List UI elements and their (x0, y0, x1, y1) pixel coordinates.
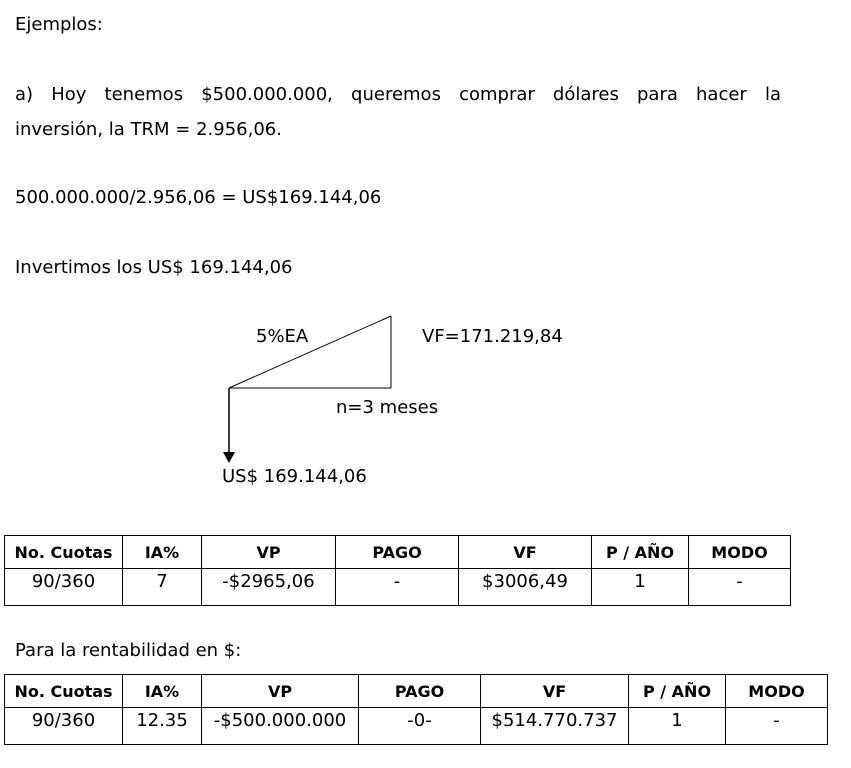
rentabilidad-label: Para la rentabilidad en $: (15, 640, 242, 661)
table-1-cell: 90/360 (5, 569, 123, 606)
calculation-line: 500.000.000/2.956,06 = US$169.144,06 (15, 187, 382, 208)
paragraph-a-line1: a) Hoy tenemos $500.000.000, queremos comprar dólares para hacer la (15, 84, 781, 105)
table-row (5, 569, 791, 606)
diagram-arrowhead (223, 452, 235, 463)
table-1-cell: 7 (123, 569, 202, 606)
table-1 (4, 535, 791, 606)
table-2-cell: 90/360 (5, 708, 123, 745)
investment-line: Invertimos los US$ 169.144,06 (15, 257, 293, 278)
future-value-label: VF=171.219,84 (422, 326, 563, 347)
table-2-cell: -$500.000.000 (202, 708, 359, 745)
rate-label: 5%EA (256, 326, 309, 347)
table-1-header-cell: PAGO (336, 536, 459, 569)
period-label: n=3 meses (336, 397, 439, 418)
table-2-cell: - (726, 708, 828, 745)
table-2-cell: 12.35 (123, 708, 202, 745)
diagram-slope-line (229, 316, 391, 388)
table-2-header-cell: VF (481, 675, 629, 708)
table-1-header-cell: VP (202, 536, 336, 569)
table-2-header-cell: VP (202, 675, 359, 708)
table-1-cell: $3006,49 (459, 569, 592, 606)
table-2-header-cell: MODO (726, 675, 828, 708)
table-1-header-cell: P / AÑO (592, 536, 689, 569)
table-row (5, 708, 828, 745)
heading: Ejemplos: (15, 14, 103, 35)
table-1-header-cell: IA% (123, 536, 202, 569)
table-2-cell: $514.770.737 (481, 708, 629, 745)
table-1-header-cell: MODO (689, 536, 791, 569)
table-2-cell: 1 (629, 708, 726, 745)
table-1-header-cell: VF (459, 536, 592, 569)
table-1-cell: - (689, 569, 791, 606)
table-1-cell: -$2965,06 (202, 569, 336, 606)
table-2-header-row (5, 675, 828, 708)
table-2-cell: -0- (359, 708, 481, 745)
table-2 (4, 674, 828, 745)
table-2-header-cell: P / AÑO (629, 675, 726, 708)
table-1-cell: - (336, 569, 459, 606)
table-1-header-cell: No. Cuotas (5, 536, 123, 569)
paragraph-a-line2: inversión, la TRM = 2.956,06. (15, 119, 282, 140)
table-1-header-row (5, 536, 791, 569)
present-value-label: US$ 169.144,06 (222, 466, 367, 487)
table-2-header-cell: No. Cuotas (5, 675, 123, 708)
table-2-header-cell: IA% (123, 675, 202, 708)
table-1-cell: 1 (592, 569, 689, 606)
table-2-header-cell: PAGO (359, 675, 481, 708)
